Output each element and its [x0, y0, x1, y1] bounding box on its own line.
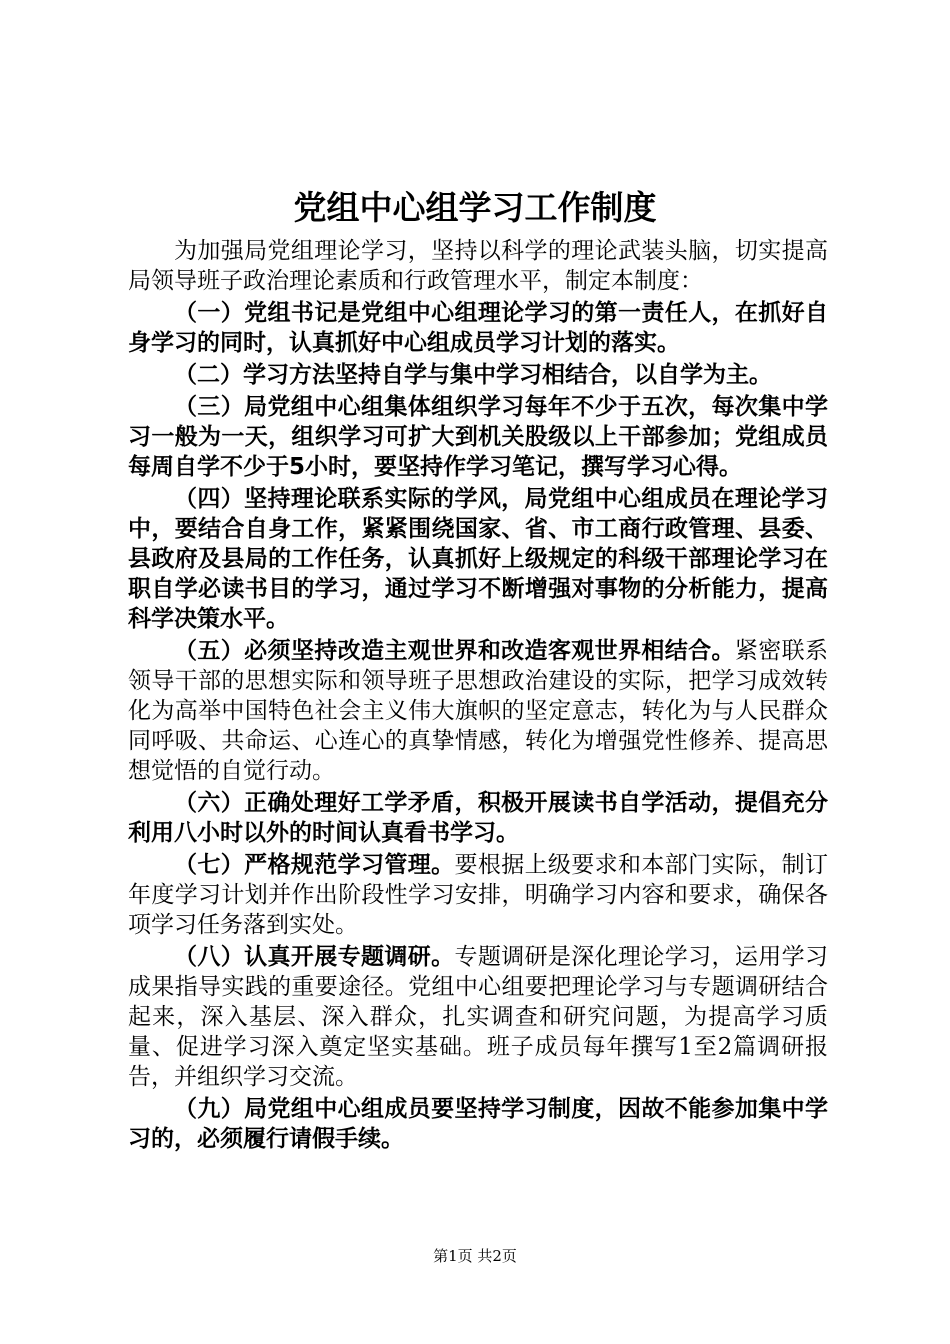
item-7-rest: 要根据上级要求和本部门实际，制订年度学习计划并作出阶段性学习安排，明确学习内容和要求，确保各项学习任务落到实处。 [128, 852, 829, 938]
item-3-paragraph [128, 392, 828, 482]
item-8-rest: 专题调研是深化理论学习，运用学习成果指导实践的重要途径。党组中心组要把理论学习与专题调研结合起来，深入基层、深入群众，扎实调查和研究问题，为提高学习质量、促进学习深入奠定坚实基础。班子成员每年撰写1至2篇调研报告，并组织学习交流。 [128, 944, 829, 1090]
item-6-paragraph [128, 788, 828, 848]
item-2-lead: （二）学习方法坚持自学与集中学习相结合，以自学为主。 [174, 362, 772, 388]
item-4-lead: （四）坚持理论联系实际的学风，局党组中心组成员在理论学习中，要结合自身工作，紧紧围绕国家、省、市工商行政管理、县委、县政府及县局的工作任务，认真抓好上级规定的科级干部理论学习在职自学必读书目的学习，通过学习不断增强对事物的分析能力，提高科学决策水平。 [128, 486, 828, 632]
item-5-paragraph [128, 636, 828, 786]
item-8-lead: （八）认真开展专题调研。 [174, 944, 455, 970]
page-footer: 第1页 共2页 [433, 1247, 517, 1265]
item-9-lead: （九）局党组中心组成员要坚持学习制度，因故不能参加集中学习的，必须履行请假手续。 [128, 1096, 828, 1152]
item-6-lead: （六）正确处理好工学矛盾，积极开展读书自学活动，提倡充分利用八小时以外的时间认真看书学习。 [128, 790, 828, 846]
item-1-lead: （一）党组书记是党组中心组理论学习的第一责任人，在抓好自身学习的同时，认真抓好中心组成员学习计划的落实。 [128, 300, 828, 356]
item-9-paragraph [128, 1094, 828, 1154]
item-5-rest: 紧密联系领导干部的思想实际和领导班子思想政治建设的实际，把学习成效转化为高举中国特色社会主义伟大旗帜的坚定意志，转化为与人民群众同呼吸、共命运、心连心的真挚情感，转化为增强党性修养、提高思想觉悟的自觉行动。 [128, 638, 829, 784]
item-7-lead: （七）严格规范学习管理。 [174, 852, 455, 878]
item-7-paragraph [128, 850, 828, 940]
item-4-paragraph [128, 484, 828, 634]
document-body [128, 236, 828, 1154]
item-1-paragraph [128, 298, 828, 358]
document-title: 党组中心组学习工作制度 [293, 188, 657, 227]
intro-paragraph: 为加强局党组理论学习，坚持以科学的理论武装头脑，切实提高局领导班子政治理论素质和行政管理水平，制定本制度： [128, 238, 828, 294]
item-3-lead: （三）局党组中心组集体组织学习每年不少于五次，每次集中学习一般为一天，组织学习可扩大到机关股级以上干部参加；党组成员每周自学不少于5小时，要坚持作学习笔记，撰写学习心得。 [128, 394, 828, 480]
item-2-paragraph [128, 360, 828, 390]
item-5-lead: （五）必须坚持改造主观世界和改造客观世界相结合。 [174, 638, 735, 664]
item-8-paragraph [128, 942, 828, 1092]
